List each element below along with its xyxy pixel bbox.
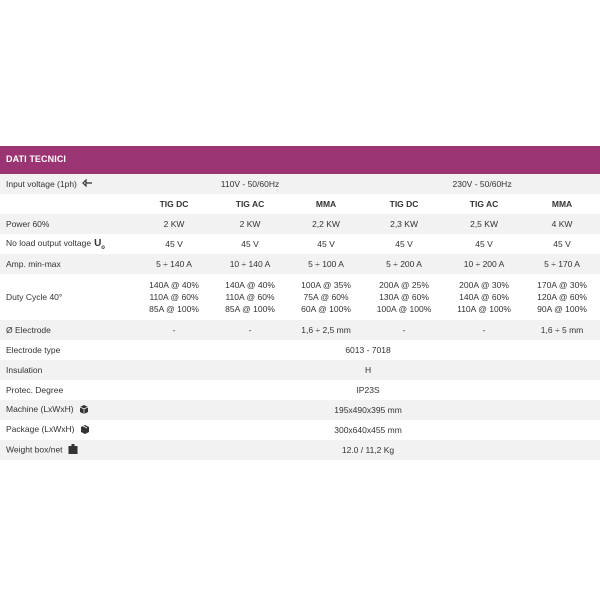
mode-header: TIG DC [136,194,212,214]
row-label: Ø Electrode [0,320,136,340]
cell-value: 1,6 ÷ 5 mm [524,320,600,340]
duty-cell: 200A @ 25% 130A @ 60% 100A @ 100% [364,274,444,320]
cell-value: 300x640x455 mm [136,420,600,440]
row-label: Duty Cycle 40° [0,274,136,320]
row-label: Machine (LxWxH) [0,400,136,420]
cell-value: 45 V [212,234,288,254]
cell-value: 45 V [364,234,444,254]
cell-value: 6013 - 7018 [136,340,600,360]
row-label: Power 60% [0,214,136,234]
cell-value: 2,2 KW [288,214,364,234]
mode-header: TIG AC [212,194,288,214]
uo-symbol: $U_o$ [94,237,105,251]
cell-value: 4 KW [524,214,600,234]
cell-value: 5 ÷ 170 A [524,254,600,274]
row-package-size [0,420,600,440]
row-input-voltage [0,174,600,194]
row-label: Amp. min-max [0,254,136,274]
plug-icon [82,179,93,189]
row-label: Insulation [0,360,136,380]
cell-value: 45 V [444,234,524,254]
row-label: Electrode type [0,340,136,360]
mode-header: TIG AC [444,194,524,214]
cell-value: 10 ÷ 140 A [212,254,288,274]
row-electrode-type [0,340,600,360]
cell-value: 5 ÷ 140 A [136,254,212,274]
cell-value: - [444,320,524,340]
voltage-230: 230V - 50/60Hz [364,174,600,194]
duty-cell: 100A @ 35% 75A @ 60% 60A @ 100% [288,274,364,320]
cell-value: - [212,320,288,340]
voltage-110: 110V - 50/60Hz [136,174,364,194]
cell-value: 45 V [288,234,364,254]
cell-value: IP23S [136,380,600,400]
weight-icon [68,444,78,456]
specs-table [0,174,600,460]
row-power [0,214,600,234]
duty-cell: 200A @ 30% 140A @ 60% 110A @ 100% [444,274,524,320]
row-label: Protec. Degree [0,380,136,400]
cell-value: 1,6 ÷ 2,5 mm [288,320,364,340]
cell-value: 2 KW [212,214,288,234]
cell-value: 45 V [524,234,600,254]
cell-value: 5 ÷ 100 A [288,254,364,274]
cell-value: 2,5 KW [444,214,524,234]
cell-value: 5 ÷ 200 A [364,254,444,274]
row-label: No load output voltage $U_o$ [0,234,136,254]
row-label: Weight box/net [0,440,136,460]
duty-cell: 140A @ 40% 110A @ 60% 85A @ 100% [212,274,288,320]
cell-value: - [136,320,212,340]
row-insulation [0,360,600,380]
cell-value: 2 KW [136,214,212,234]
mode-header: MMA [524,194,600,214]
row-weight [0,440,600,460]
row-modes [0,194,600,214]
duty-cell: 140A @ 40% 110A @ 60% 85A @ 100% [136,274,212,320]
row-electrode-diameter [0,320,600,340]
mode-header: TIG DC [364,194,444,214]
row-protection-degree [0,380,600,400]
section-title: DATI TECNICI [6,154,67,164]
row-duty-cycle [0,274,600,320]
row-no-load-voltage [0,234,600,254]
cell-value: 10 ÷ 200 A [444,254,524,274]
cell-value: 12.0 / 11,2 Kg [136,440,600,460]
cell-value: H [136,360,600,380]
cell-value: 195x490x395 mm [136,400,600,420]
row-machine-size [0,400,600,420]
row-amp [0,254,600,274]
cell-value: 2,3 KW [364,214,444,234]
package-box-icon [80,425,90,436]
section-header [0,146,600,174]
duty-cell: 170A @ 30% 120A @ 60% 90A @ 100% [524,274,600,320]
mode-header: MMA [288,194,364,214]
row-label: Package (LxWxH) [0,420,136,440]
row-label: Input voltage (1ph) [0,174,136,194]
cell-value: 45 V [136,234,212,254]
machine-box-icon [79,405,89,416]
cell-value: - [364,320,444,340]
